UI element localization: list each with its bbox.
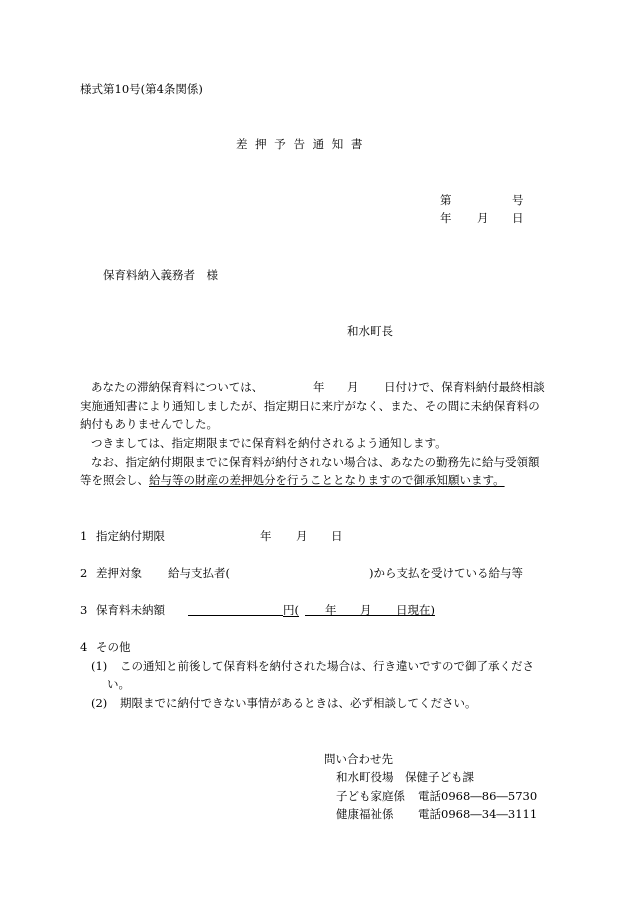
item3-genzai: 日現在): [396, 603, 435, 617]
item4-1-text-b: い。: [107, 677, 130, 691]
item2-payer: 給与支払者(: [168, 566, 230, 580]
item1-label: 指定納付期限: [96, 529, 165, 543]
body-p1-line3: 納付もありませんでした。: [80, 417, 218, 431]
doc-number-dai: 第: [440, 193, 452, 207]
document-title: 差 押 予 告 通 知 書: [236, 137, 365, 151]
body-p3-line2-a: 等を照会し、: [80, 473, 149, 487]
item1-number: 1: [80, 529, 88, 543]
contact-dept1: 子ども家庭係: [336, 789, 405, 803]
contact-tel2: 電話0968―34―3111: [418, 807, 538, 821]
item4-label: その他: [96, 640, 131, 654]
item4-number: 4: [80, 640, 88, 654]
item3-amount-blank: [188, 615, 283, 616]
item2-rest: )から支払を受けている給与等: [369, 566, 523, 580]
form-number: 様式第10号(第4条関係): [80, 82, 203, 96]
item4-1-number: (1): [91, 659, 108, 673]
item4-2-number: (2): [91, 696, 108, 710]
body-p1-nen: 年: [313, 380, 325, 394]
body-p1-b: 日付けで、保育料納付最終相談: [384, 380, 545, 394]
item1-hi: 日: [331, 529, 343, 543]
doc-number-go: 号: [512, 193, 524, 207]
date-hi: 日: [512, 211, 524, 225]
item2-label: 差押対象: [96, 566, 142, 580]
contact-tel1: 電話0968―86―5730: [418, 789, 538, 803]
item3-nen: 年: [325, 603, 337, 617]
body-p1-tsuki: 月: [347, 380, 359, 394]
body-p3-line2-b: 給与等の財産の差押処分を行うこととなりますので御承知願います。: [149, 473, 505, 487]
item3-tsuki: 月: [360, 603, 372, 617]
contact-office: 和水町役場 保健子ども課: [336, 770, 474, 784]
item1-nen: 年: [260, 529, 272, 543]
body-p1-line2: 実施通知書により通知しましたが、指定期日に来庁がなく、また、その間に未納保育料の: [80, 399, 540, 413]
item3-label: 保育料未納額: [96, 603, 165, 617]
date-tsuki: 月: [477, 211, 489, 225]
body-p1-a: あなたの滞納保育料については、: [91, 380, 264, 394]
body-p3-line1: なお、指定納付期限までに保育料が納付されない場合は、あなたの勤務先に給与受領額: [91, 455, 540, 469]
item4-2-text: 期限までに納付できない事情があるときは、必ず相談してください。: [120, 696, 477, 710]
item3-number: 3: [80, 603, 88, 617]
contact-dept2: 健康福祉係: [336, 807, 394, 821]
item3-en: 円(: [283, 603, 299, 617]
item4-1-text-a: この通知と前後して保育料を納付された場合は、行き違いですので御了承くださ: [120, 659, 534, 673]
contact-heading: 問い合わせ先: [324, 752, 393, 766]
item2-number: 2: [80, 566, 88, 580]
body-p2: つきましては、指定期限までに保育料を納付されるよう通知します。: [91, 436, 447, 450]
item1-tsuki: 月: [296, 529, 308, 543]
addressee: 保育料納入義務者 様: [103, 268, 218, 282]
date-nen: 年: [440, 211, 452, 225]
issuer: 和水町長: [347, 324, 393, 338]
